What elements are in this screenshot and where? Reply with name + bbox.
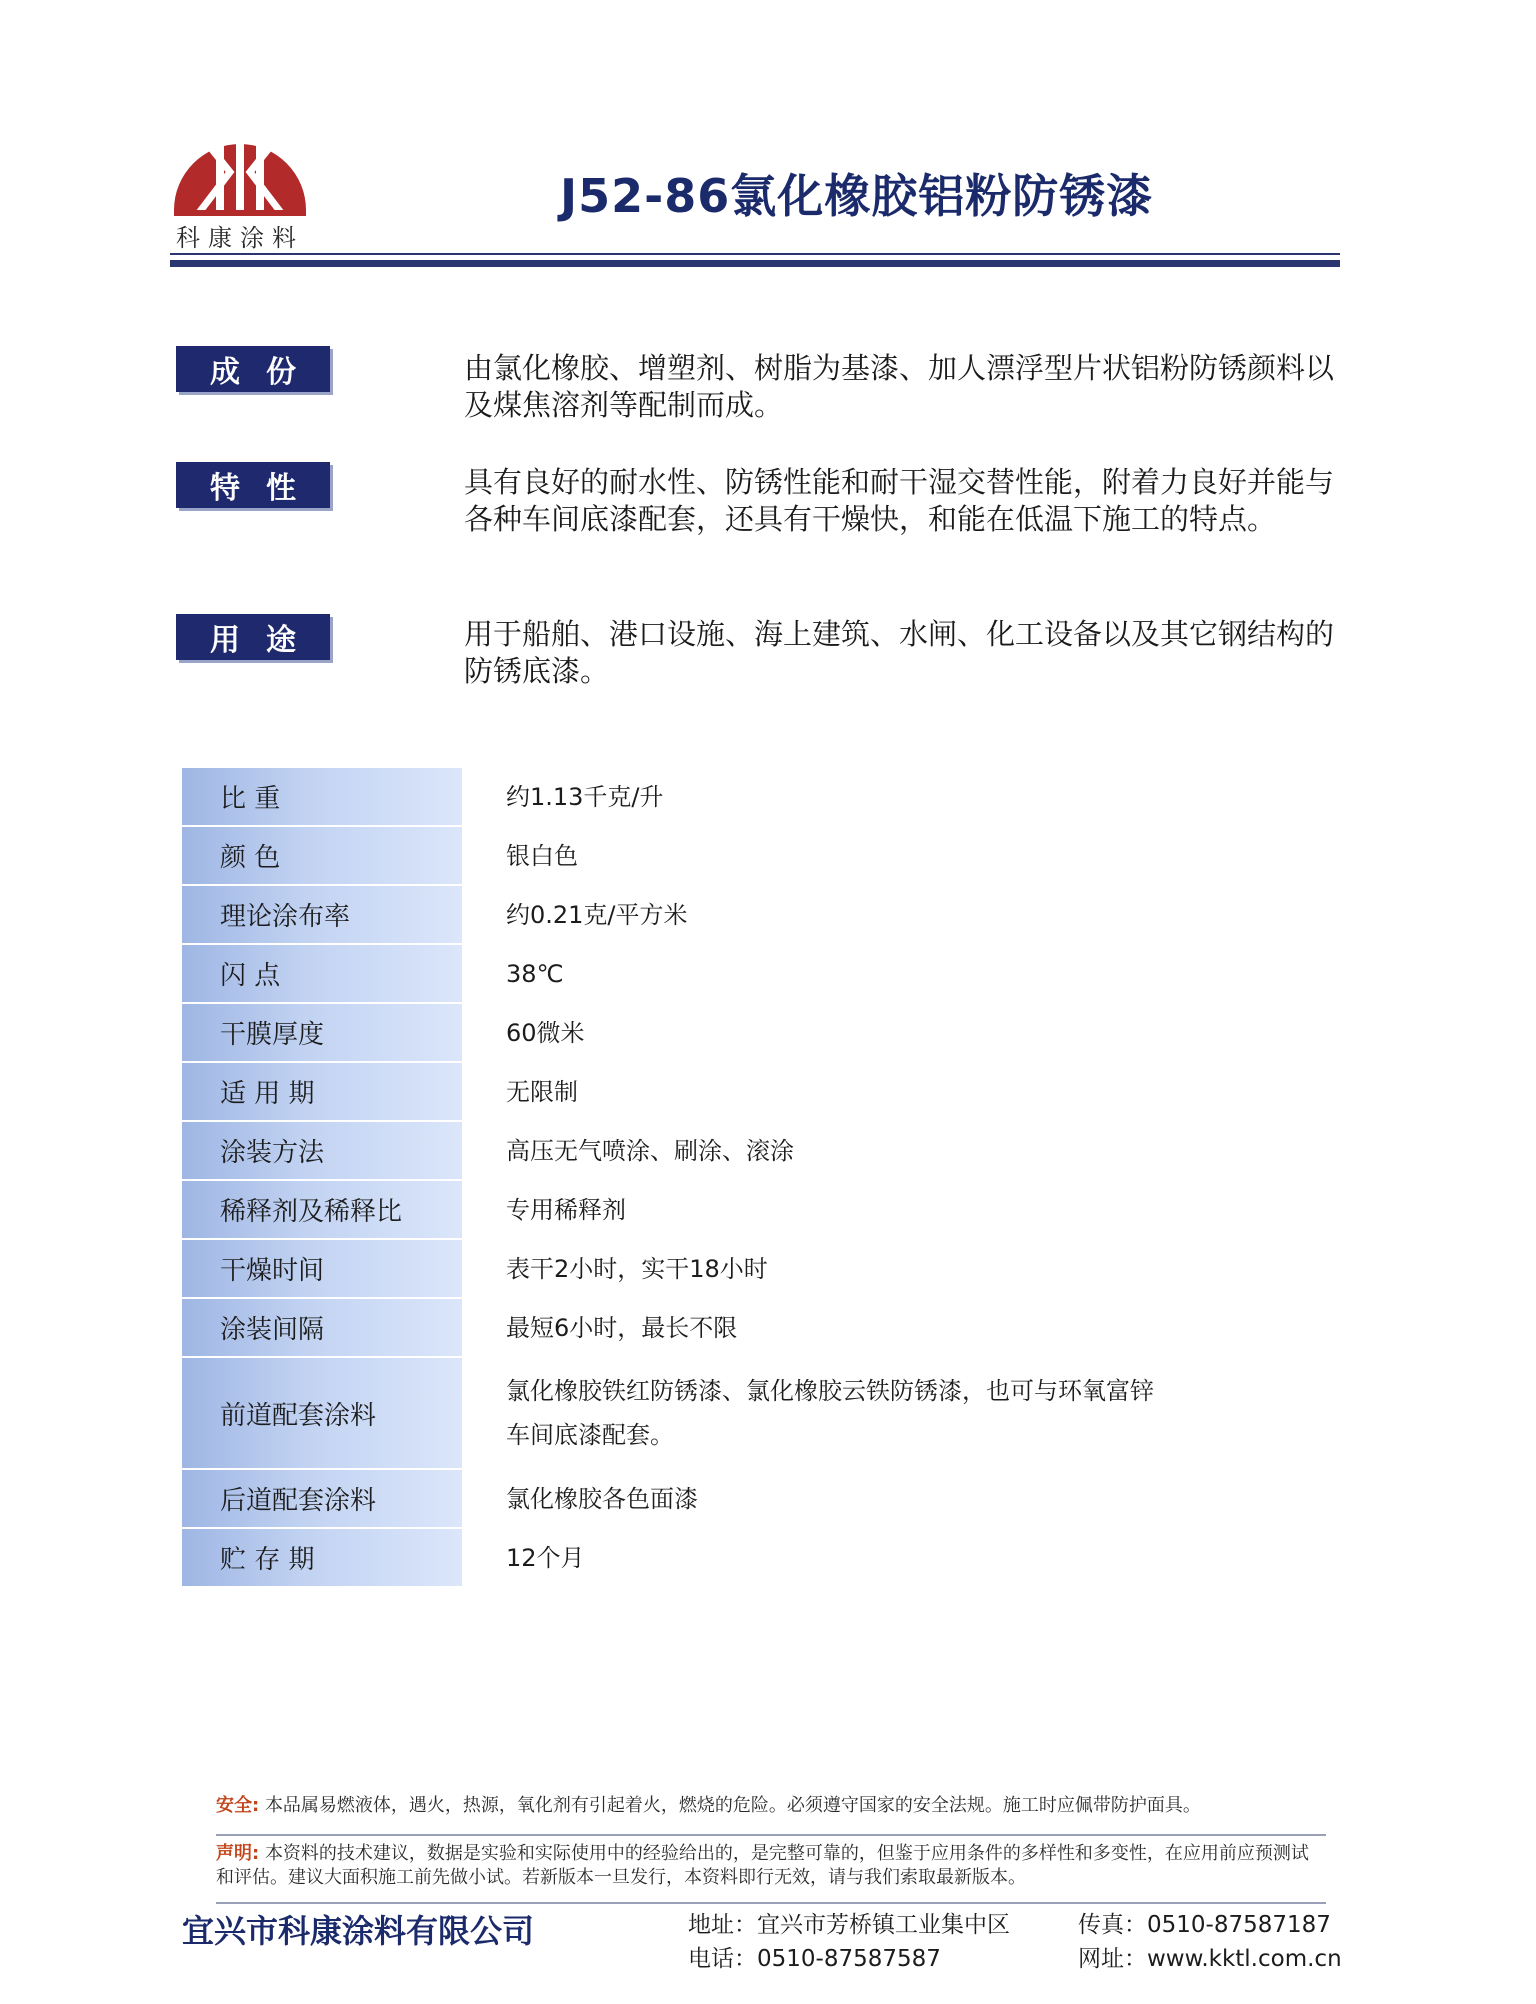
header-rule-thick (170, 260, 1340, 267)
spec-row (182, 945, 1282, 1004)
spec-row (182, 768, 1282, 827)
spec-key: 闪 点 (182, 945, 462, 1002)
spec-row (182, 1470, 1282, 1529)
spec-key: 后道配套涂料 (182, 1470, 462, 1527)
address: 地址：宜兴市芳桥镇工业集中区 (688, 1912, 1010, 1938)
spec-key: 前道配套涂料 (182, 1358, 462, 1468)
contact-address-block (688, 1908, 1010, 1976)
spec-value: 约0.21克/平方米 (506, 900, 688, 929)
document-title: J52-86氯化橡胶铝粉防锈漆 (560, 169, 1154, 223)
spec-row (182, 1358, 1282, 1470)
spec-row (182, 1299, 1282, 1358)
spec-row (182, 1004, 1282, 1063)
spec-key: 比 重 (182, 768, 462, 825)
section-text-composition: 由氯化橡胶、增塑剂、树脂为基漆、加人漂浮型片状铝粉防锈颜料以及煤焦溶剂等配制而成。 (464, 351, 1335, 422)
spec-table (182, 768, 1282, 1588)
company-logo (170, 128, 310, 252)
spec-key: 涂装方法 (182, 1122, 462, 1179)
section-text-usage: 用于船舶、港口设施、海上建筑、水闸、化工设备以及其它钢结构的防锈底漆。 (464, 617, 1335, 688)
safety-notice (216, 1794, 1201, 1818)
fax: 传真：0510-87587187 (1078, 1912, 1331, 1938)
spec-row (182, 1181, 1282, 1240)
spec-value: 氯化橡胶各色面漆 (506, 1484, 698, 1513)
contact-fax-block (1078, 1908, 1342, 1976)
spec-value: 约1.13千克/升 (506, 782, 664, 811)
section-text-properties: 具有良好的耐水性、防锈性能和耐干湿交替性能，附着力良好并能与各种车间底漆配套，还具有干燥快，和能在低温下施工的特点。 (464, 465, 1335, 536)
footer-divider (216, 1902, 1326, 1904)
spec-key: 理论涂布率 (182, 886, 462, 943)
logo-mark-icon (170, 128, 310, 220)
website: 网址：www.kktl.com.cn (1078, 1946, 1342, 1972)
spec-key: 干膜厚度 (182, 1004, 462, 1061)
section-label-composition: 成份 (176, 346, 330, 392)
spec-key: 涂装间隔 (182, 1299, 462, 1356)
company-name: 宜兴市科康涂料有限公司 (182, 1912, 535, 1950)
disclaimer-tag: 声明: (216, 1843, 260, 1864)
spec-key: 稀释剂及稀释比 (182, 1181, 462, 1238)
logo-text: 科康涂料 (176, 224, 304, 252)
phone: 电话：0510-87587587 (688, 1946, 941, 1972)
spec-value: 银白色 (506, 841, 578, 870)
spec-key: 贮 存 期 (182, 1529, 462, 1586)
notice-divider (216, 1834, 1326, 1836)
spec-value: 氯化橡胶铁红防锈漆、氯化橡胶云铁防锈漆，也可与环氧富锌车间底漆配套。 (506, 1377, 1154, 1449)
spec-value: 表干2小时，实干18小时 (506, 1254, 768, 1283)
spec-row (182, 1529, 1282, 1588)
section-label-usage: 用途 (176, 614, 330, 660)
spec-row (182, 886, 1282, 945)
spec-key: 颜 色 (182, 827, 462, 884)
spec-value: 最短6小时，最长不限 (506, 1313, 738, 1342)
disclaimer-notice (216, 1842, 1326, 1890)
section-label-properties: 特性 (176, 462, 330, 508)
spec-value: 专用稀释剂 (506, 1195, 626, 1224)
spec-value: 60微米 (506, 1018, 585, 1047)
spec-row (182, 1240, 1282, 1299)
safety-text: 本品属易燃液体，遇火，热源，氧化剂有引起着火，燃烧的危险。必须遵守国家的安全法规。施工时应佩带防护面具。 (264, 1795, 1201, 1816)
spec-row (182, 827, 1282, 886)
header-rule-thin (170, 253, 1340, 255)
spec-row (182, 1122, 1282, 1181)
spec-key: 适 用 期 (182, 1063, 462, 1120)
disclaimer-text: 本资料的技术建议，数据是实验和实际使用中的经验给出的，是完整可靠的，但鉴于应用条件的多样性和多变性，在应用前应预测试和评估。建议大面积施工前先做小试。若新版本一旦发行，本资料即行无效，请与我们索取最新版本。 (216, 1843, 1309, 1888)
spec-value: 无限制 (506, 1077, 578, 1106)
spec-value: 高压无气喷涂、刷涂、滚涂 (506, 1136, 794, 1165)
safety-tag: 安全: (216, 1795, 260, 1816)
spec-row (182, 1063, 1282, 1122)
spec-value: 12个月 (506, 1543, 585, 1572)
spec-key: 干燥时间 (182, 1240, 462, 1297)
spec-value: 38℃ (506, 959, 564, 988)
